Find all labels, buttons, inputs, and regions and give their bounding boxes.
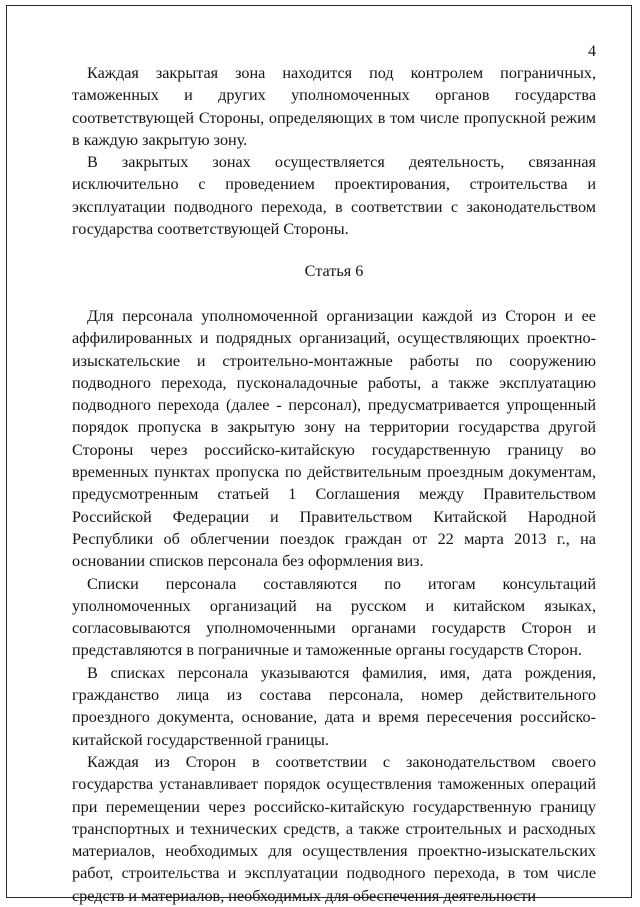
paragraph-closed-zone-control: Каждая закрытая зона находится под контролем пограничных, таможенных и других уполномоченных органов государства соответствующей Стороны, определяющих в том числе пропускной режим в каждую закрытую зону. [72, 64, 596, 149]
top-section [72, 62, 596, 240]
page-number: 4 [588, 43, 596, 60]
paragraph-customs-operations: Каждая из Сторон в соответствии с законодательством своего государства устанавливает порядок осуществления таможенных операций при перемещении через российско-китайскую государственную границу транспортных и технических средств, а также строительных и расходных материалов, необходимых для осуществления проектно-изыскательских работ, строительства и эксплуатации подводного перехода, в том числе средств и материалов, необходимых для обеспечения деятельности [72, 752, 596, 905]
paragraph-closed-zone-activity: В закрытых зонах осуществляется деятельность, связанная исключительно с проведением проектирования, строительства и эксплуатации подводного перехода, в соответствии с законодательством государства соответствующей Стороны. [72, 153, 596, 239]
paragraph-personnel-access: Для персонала уполномоченной организации каждой из Сторон и ее аффилированных и подрядных организаций, осуществляющих проектно-изыскательские и строительно-монтажные работы по сооружению подводного перехода, пусконаладочные работы, а также эксплуатацию подводного перехода (далее - персонал), предусматривается упрощенный порядок пропуска в закрытую зону на территории государства другой Стороны через российско-китайскую государственную границу во временных пунктах пропуска по действительным проездным документам, предусмотренным статьей 1 Соглашения между Правительством Российской Федерации и Правительством Китайской Народной Республики об облегчении поездок граждан от 22 марта 2013 г., на основании списков персонала без оформления виз. [72, 307, 596, 571]
article-heading: Статья 6 [304, 262, 364, 280]
paragraph-personnel-lists: Списки персонала составляются по итогам консультаций уполномоченных организаций на русском и китайском языках, согласовываются уполномоченными органами государств Сторон и представляются в пограничные и таможенные органы государств Сторон. [72, 574, 596, 660]
paragraph-list-contents: В списках персонала указываются фамилия, имя, дата рождения, гражданство лица из состава персонала, номер действительного проездного документа, основание, дата и время пересечения российско-китайской государственной границы. [72, 663, 596, 749]
article-6-section [72, 305, 596, 907]
